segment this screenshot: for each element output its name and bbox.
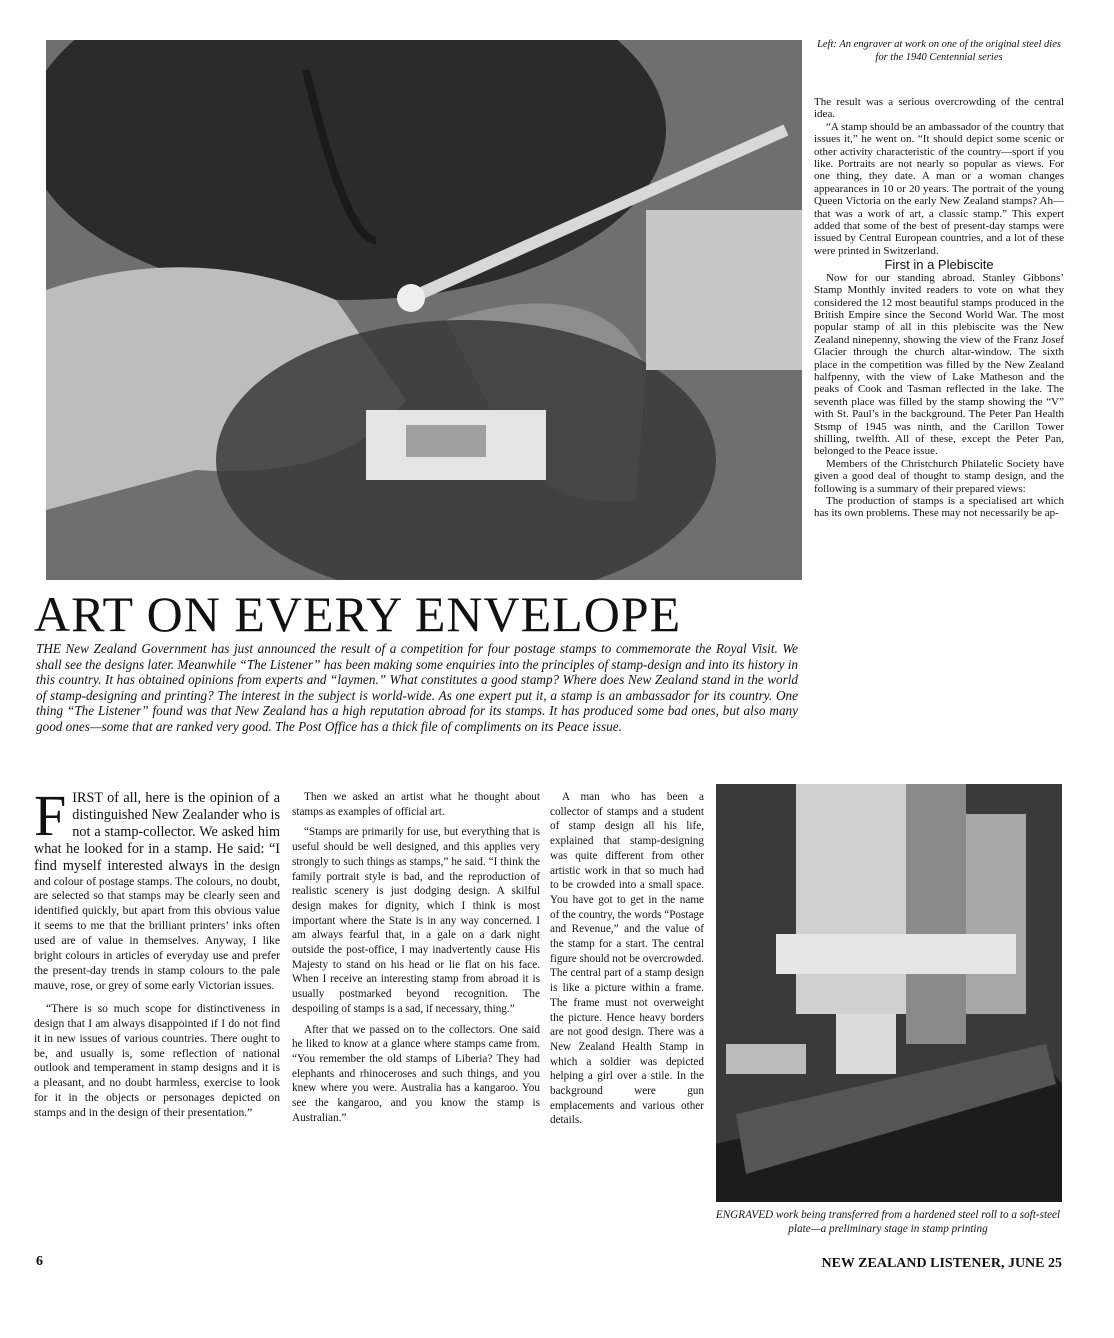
- column-1: [34, 783, 280, 1127]
- column-2-paragraph: “Stamps are primarily for use, but everything that is useful should be well designed, and this applies very strongly to such things as stamps,” he said. “I think the family portrait style is bad, and the reproduction of realistic scenery is just dodging design. A skilful design makes for dignity, which I think is most important where the State is in any way concerned. I am always fearful that, in a gale on a dark night outside the post-office, I may inadvertently cause His Majesty to stand on his head or lie flat on his face. When I receive an interesting stamp from abroad it is usually postmarked beyond recognition. The despoiling of stamps is a sad, if necessary, thing.”: [292, 826, 540, 1015]
- publication-footer: NEW ZEALAND LISTENER, JUNE 25: [821, 1256, 1062, 1271]
- column-1-lead: IRST of all, here is the opinion of a distinguished New Zealander who is not a stamp-collector. We asked him what he looked for in a stamp. He said: “I find myself interested always in: [34, 790, 280, 874]
- engraver-photo-art: [46, 40, 802, 580]
- column-1-continuation: the design and colour of postage stamps. The colours, no doubt, are selected so that stamps may be clearly seen and identified quickly, but apart from this obvious value it seems to me that the brilliant printers’ inks often used are of value in themselves. Anyway, I like bright colours in articles of everyday use and prefer the present-day trends in stamp colours to the pale mauve, rose, or grey of some early Victorian issues.: [34, 859, 280, 992]
- right-paragraph: Members of the Christchurch Philatelic Society have given a good deal of thought to stamp design, and the following is a summary of their prepared views:: [814, 457, 1064, 495]
- plebiscite-subheading: First in a Plebiscite: [884, 257, 994, 273]
- article-intro: THE New Zealand Government has just announced the result of a competition for four postage stamps to commemorate the Royal Visit. We shall see the designs later. Meanwhile “The Listener” has been making some enquiries into the principles of stamp-design and into its history in this country. It has obtained opinions from experts and “laymen.” What constitutes a good stamp? Where does New Zealand stand in the world of stamp-designing and printing? The interest in the subject is world-wide. As one expert put it, a stamp is an ambassador for its country. One thing “The Listener” found was that New Zealand has a high reputation abroad for its stamps. It has produced some bad ones, but also many good ones—some that are ranked very good. The Post Office has a thick file of compliments on its Peace issue.: [36, 641, 798, 734]
- drop-cap: F: [34, 783, 67, 848]
- column-2: [292, 790, 540, 1131]
- column-2-paragraph: Then we asked an artist what he thought about stamps as examples of official art.: [292, 791, 540, 818]
- column-3: [550, 790, 704, 1134]
- column-3-paragraph: A man who has been a collector of stamps and a student of stamp design all his life, explained that stamp-designing was quite different from other artistic work in that so much had to be crowded into a small space. You have got to get in the name of the country, the words “Postage and Revenue,” and the value of the stamp for a start. The central figure should not be overcrowded. The central part of a stamp design is like a picture within a frame. The frame must not overweight the picture. Hence heavy borders are not good design. There was a New Zealand Health Stamp in which a soldier was depicted helping a girl over a stile. In the background were gun emplacements and various other details.: [550, 791, 704, 1127]
- right-paragraph: The result was a serious overcrowding of the central idea.: [814, 96, 1064, 121]
- engraver-caption: Left: An engraver at work on one of the original steel dies for the 1940 Centennial series: [817, 39, 1061, 63]
- engraver-photo: [46, 40, 802, 580]
- machine-photo-art: [716, 784, 1062, 1202]
- right-paragraph: Now for our standing abroad. Stanley Gibbons’ Stamp Monthly invited readers to vote on what they considered the 12 most beautiful stamps produced in the British Empire since the Second World War. The most popular stamp of all in this plebiscite was the New Zealand ninepenny, showing the view of the Franz Josef Glacier through the church altar-window. The sixth place in the competition was filled by the New Zealand halfpenny, with the view of Lake Matheson and the peaks of Cook and Tasman reflected in the lake. The seventh place was filled by the stamp showing the “V” with St. Paul’s in the background. The Peter Pan Health Stsmp of 1945 was ninth, and the Carillon Tower shilling, twelfth. All of these, except the Peter Pan, belonged to the Peace issue.: [814, 271, 1064, 458]
- machine-photo: [716, 784, 1062, 1202]
- machine-caption: ENGRAVED work being transferred from a hardened steel roll to a soft-steel plate—a preliminary stage in stamp printing: [715, 1209, 1061, 1235]
- page-number: 6: [36, 1254, 43, 1269]
- column-1-paragraph: “There is so much scope for distinctiveness in design that I am always disappointed if I do not find it in new issues of various countries. There ought to be, and usually is, some reflection of national outlook and temperament in stamp designs and it is a pleasant, and no doubt harmless, exercise to look for it in the objects or personages depicted on stamps and in the design of their presentation.”: [34, 1001, 280, 1120]
- column-2-paragraph: After that we passed on to the collectors. One said he liked to know at a glance where stamps came from. “You remember the old stamps of Liberia? They had elephants and rhinoceroses and such things, and you knew where you were. Australia has a kangaroo. You see the kangaroo, and you know the stamp is Australian.”: [292, 1023, 540, 1124]
- article-title: ART ON EVERY ENVELOPE: [34, 586, 682, 642]
- right-paragraph: The production of stamps is a specialised art which has its own problems. These may not necessarily be ap-: [814, 495, 1064, 520]
- right-column-text: [814, 96, 1064, 520]
- right-paragraph: “A stamp should be an ambassador of the country that issues it,” he went on. “It should depict some scenic or other activity characteristic of the country—sport if you like. Portraits are not nearly so popular as views. For one thing, they date. A man or a woman changes appearances in 10 or 20 years. The portrait of the young Queen Victoria on the early New Zealand stamps? Ah—that was a work of art, a classic stamp.” This expert added that some of the best of present-day stamps were issued by Central European countries, and a lot of these were printed in Switzerland.: [814, 120, 1064, 257]
